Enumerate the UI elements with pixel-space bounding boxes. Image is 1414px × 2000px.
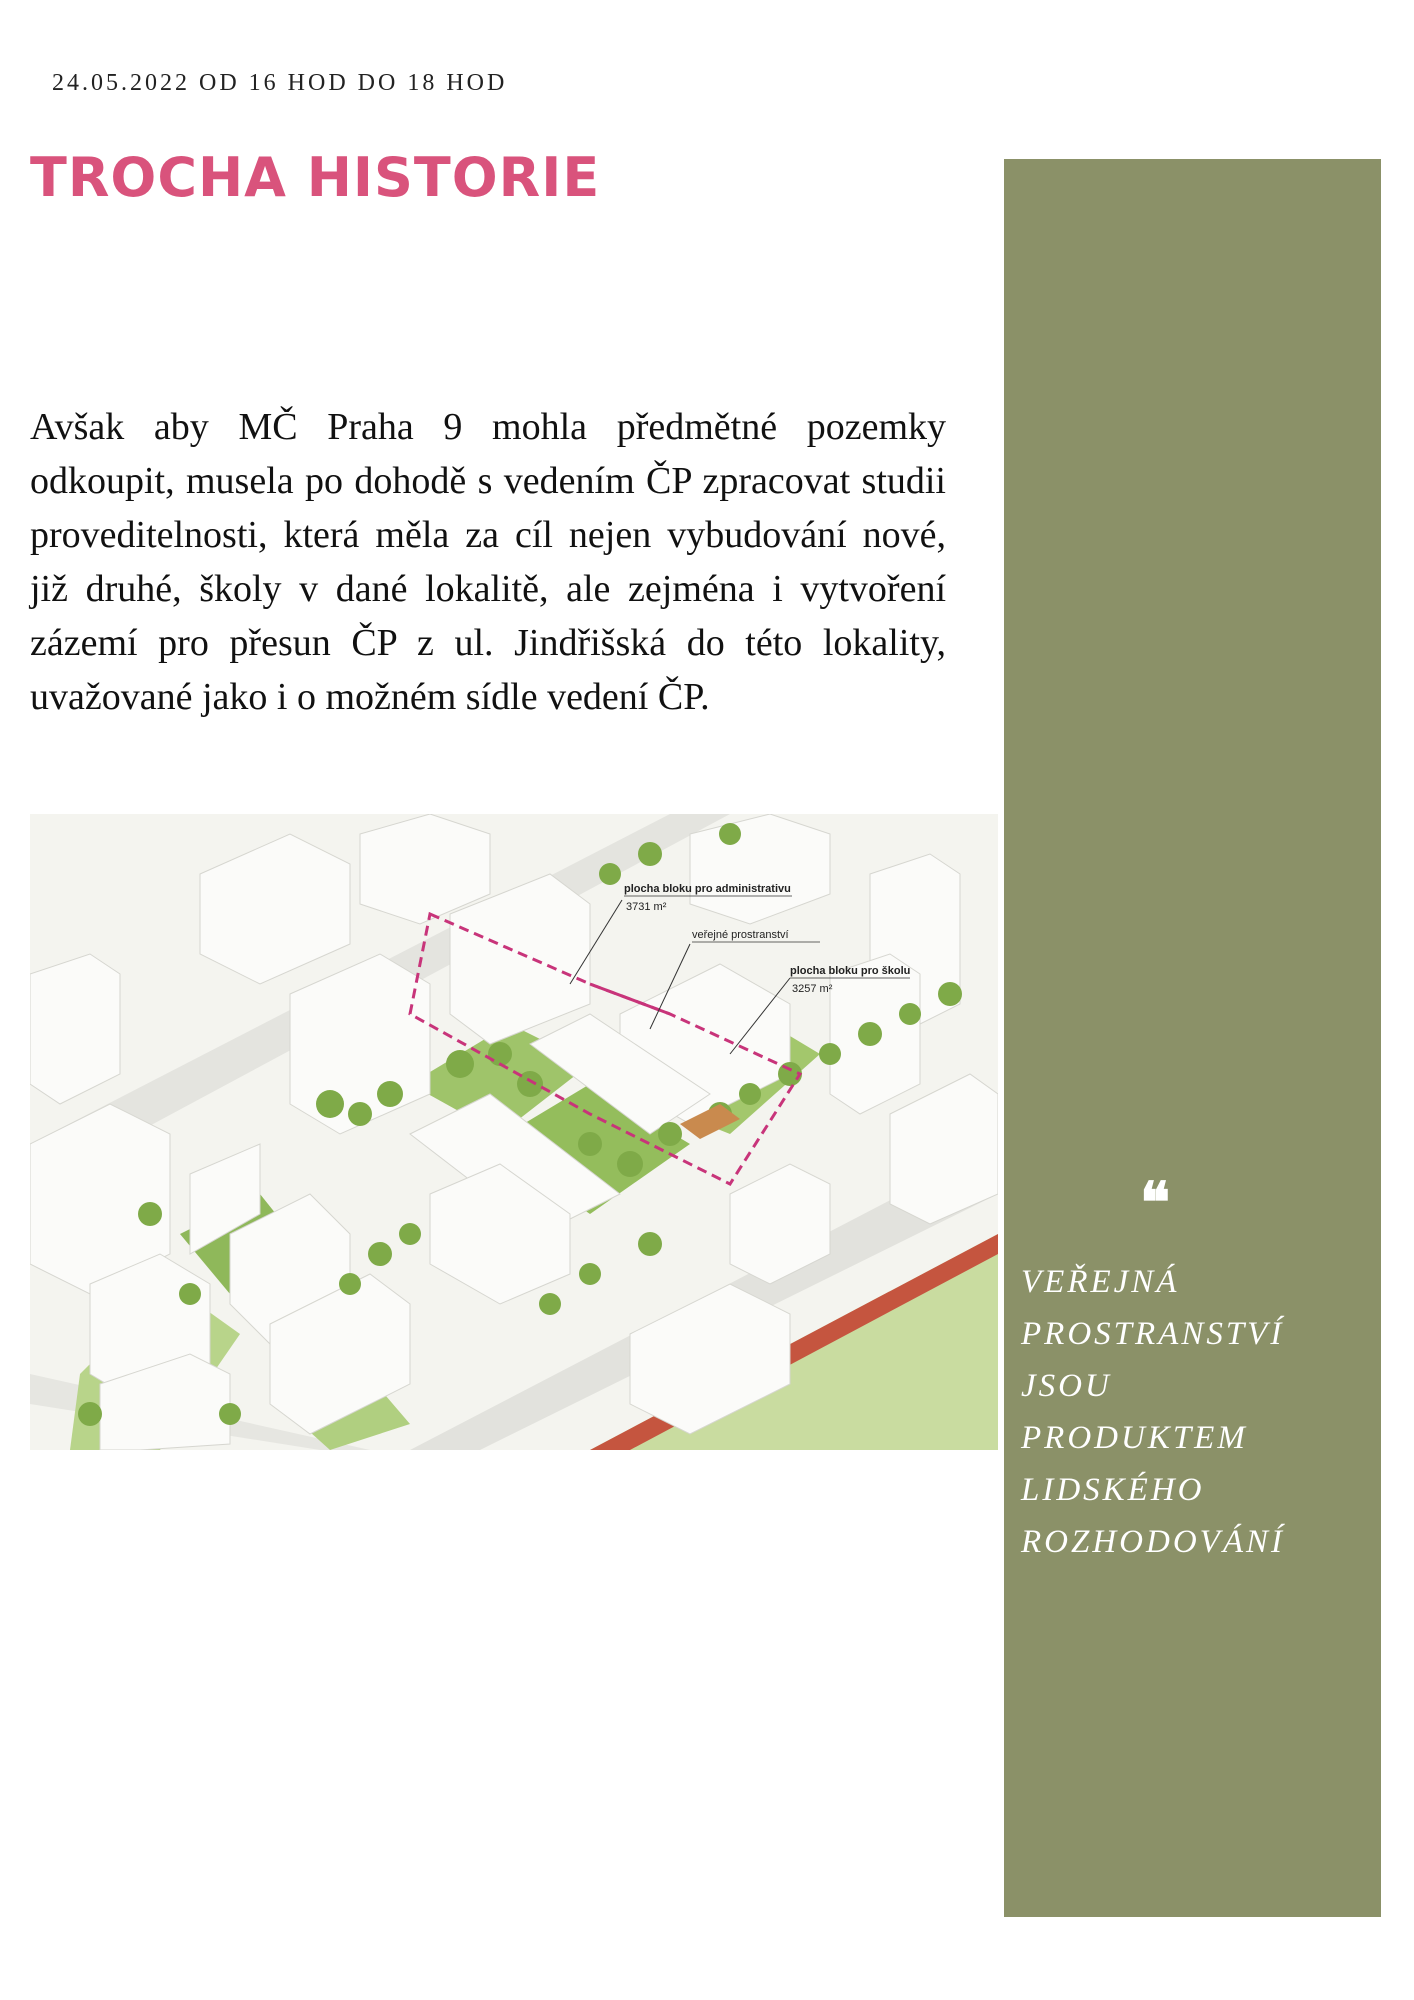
page-title: TROCHA HISTORIE [30, 146, 601, 209]
quote-line: LIDSKÉHO [1021, 1472, 1205, 1508]
label-admin-block: plocha bloku pro administrativu [624, 883, 791, 895]
label-admin-area: 3731 m² [626, 901, 667, 913]
quote-sidebar [1004, 159, 1381, 1917]
label-school-area: 3257 m² [792, 983, 833, 995]
quote-line: JSOU [1021, 1368, 1112, 1404]
sidebar-quote [1021, 1256, 1361, 1568]
aerial-render-illustration [30, 814, 998, 1450]
label-public-space: veřejné prostranství [692, 929, 789, 941]
body-paragraph: Avšak aby MČ Praha 9 mohla předmětné pozemky odkoupit, musela po dohodě s vedením ČP zpracovat studii proveditelnosti, která měla za cíl nejen vybudování nové, již druhé, školy v dané lokalitě, ale zejména i vytvoření zázemí pro přesun ČP z ul. Jindřišská do této lokality, uvažované jako i o možném sídle vedení ČP. [30, 406, 946, 718]
label-school-block: plocha bloku pro školu [790, 965, 911, 977]
quote-line: VEŘEJNÁ [1021, 1264, 1180, 1300]
event-date: 24.05.2022 OD 16 HOD DO 18 HOD [52, 70, 508, 96]
quote-line: ROZHODOVÁNÍ [1021, 1524, 1285, 1560]
quote-line: PROSTRANSTVÍ [1021, 1316, 1285, 1352]
quote-icon: ❝ [1140, 1173, 1171, 1235]
urban-plan-render [30, 814, 998, 1450]
quote-line: PRODUKTEM [1021, 1420, 1248, 1456]
